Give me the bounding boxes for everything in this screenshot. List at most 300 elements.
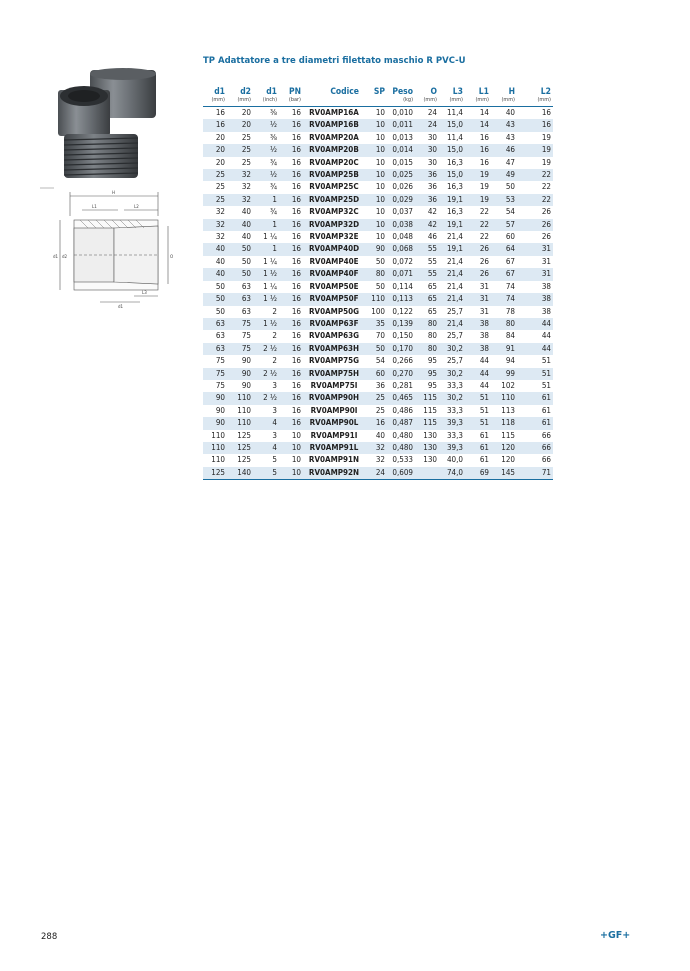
table-cell: 1 ½ [253, 293, 279, 305]
table-cell: 63 [241, 306, 251, 316]
table-cell: 54 [505, 207, 515, 217]
table-row [203, 219, 553, 231]
product-photo [50, 66, 162, 182]
table-cell: 26 [465, 243, 491, 255]
table-cell: 145 [491, 467, 517, 480]
table-cell: 130 [423, 455, 437, 465]
table-row [203, 355, 553, 367]
table-cell: 25,7 [446, 331, 463, 341]
table-cell: 50 [203, 293, 227, 305]
table-cell: 32 [215, 207, 225, 217]
table-cell: 95 [427, 380, 437, 390]
table-cell: 11,4 [446, 108, 463, 117]
table-cell: 61 [541, 405, 551, 415]
table-cell: 26 [541, 207, 551, 217]
table-row [203, 442, 553, 454]
table-cell: 22 [517, 169, 553, 181]
table-cell: 2 [272, 331, 277, 341]
table-cell: 10 [375, 108, 385, 117]
table-cell: 90 [365, 243, 387, 255]
table-cell: 51 [517, 368, 553, 380]
table-row [203, 132, 553, 144]
table-cell: 91 [491, 343, 517, 355]
table-cell: 75 [227, 343, 253, 355]
table-cell: 0,266 [392, 356, 413, 366]
table-row [203, 169, 553, 181]
table-cell: 118 [491, 417, 517, 429]
table-cell: 51 [541, 380, 551, 390]
table-cell: 0,139 [387, 318, 415, 330]
table-cell: 90 [227, 368, 253, 380]
table-cell: 16 [279, 268, 303, 280]
table-cell: 0,037 [392, 207, 413, 217]
column-header: H [508, 87, 515, 97]
table-cell: 0,465 [387, 392, 415, 404]
table-cell: 74,0 [439, 467, 465, 480]
table-cell: 3 [272, 405, 277, 415]
dim-label-d1: d1 [53, 254, 59, 259]
table-cell: 14 [479, 108, 489, 117]
product-code-cell: RV0AMP32D [303, 219, 365, 231]
product-code-cell: RV0AMP90I [310, 405, 358, 415]
table-cell: 10 [375, 207, 385, 217]
table-cell: 55 [427, 256, 437, 266]
table-cell: 125 [203, 467, 227, 480]
column-header: Peso [392, 87, 413, 97]
product-code-cell: RV0AMP91I [310, 430, 358, 440]
table-row [203, 343, 553, 355]
table-cell: 31 [517, 243, 553, 255]
table-cell: 10 [365, 144, 387, 156]
table-cell: 110 [211, 455, 225, 465]
table-cell: 16 [291, 232, 301, 242]
table-cell: 130 [423, 430, 437, 440]
table-row [203, 430, 553, 442]
table-cell: 75 [215, 356, 225, 366]
table-cell: 16 [291, 157, 301, 167]
dim-label-l1: L1 [92, 204, 97, 209]
table-cell: 15,0 [439, 119, 465, 131]
product-code-cell: RV0AMP40D [303, 243, 365, 255]
column-unit: (inch) [253, 97, 279, 107]
table-cell: 63 [227, 293, 253, 305]
table-cell: 63 [241, 281, 251, 291]
table-row [203, 119, 553, 131]
table-cell: 26 [479, 256, 489, 266]
table-cell: 35 [365, 318, 387, 330]
table-cell: 65 [427, 281, 437, 291]
table-cell: 0,071 [387, 268, 415, 280]
table-cell: 1 ¼ [263, 232, 277, 242]
table-cell: ⅜ [270, 132, 277, 142]
table-row [203, 318, 553, 330]
table-cell: 0,048 [392, 232, 413, 242]
product-code-cell: RV0AMP92N [303, 467, 365, 480]
table-cell: 42 [427, 207, 437, 217]
table-cell: 16 [291, 256, 301, 266]
table-cell: 30 [427, 132, 437, 142]
table-cell: 16 [279, 119, 303, 131]
table-row [203, 107, 553, 120]
table-cell: 51 [541, 356, 551, 366]
table-cell: 115 [415, 392, 439, 404]
table-cell: 100 [371, 306, 385, 316]
table-cell: 95 [415, 368, 439, 380]
column-header: d1 [266, 87, 277, 97]
column-header: L2 [540, 87, 551, 97]
table-cell: 26 [517, 219, 553, 231]
table-cell: 60 [365, 368, 387, 380]
table-cell: 51 [479, 405, 489, 415]
table-cell: 40 [505, 108, 515, 117]
dim-label-l2: L2 [134, 204, 139, 209]
table-cell: 90 [215, 405, 225, 415]
product-code-cell: RV0AMP91L [303, 442, 365, 454]
product-code-cell: RV0AMP75I [310, 380, 358, 390]
table-cell: 74 [505, 281, 515, 291]
table-cell: ¾ [270, 182, 277, 192]
table-cell: 11,4 [446, 132, 463, 142]
table-cell: 50 [505, 182, 515, 192]
table-cell: ¾ [270, 157, 277, 167]
table-cell: 43 [491, 119, 517, 131]
table-cell: 25 [365, 392, 387, 404]
table-row [203, 417, 553, 429]
table-cell: 1 ½ [253, 318, 279, 330]
page-title: TP Adattatore a tre diametri filettato maschio R PVC-U [203, 56, 466, 66]
table-cell: 31 [465, 293, 491, 305]
table-cell: 65 [415, 293, 439, 305]
table-cell: 2 ½ [253, 392, 279, 404]
table-cell: 21,4 [446, 232, 463, 242]
table-cell: 5 [253, 467, 279, 480]
table-cell: 24 [415, 119, 439, 131]
table-cell: 44 [541, 331, 551, 341]
table-cell: 16 [465, 144, 491, 156]
column-unit: (mm) [415, 97, 439, 107]
column-header: d1 [214, 87, 225, 97]
table-cell [415, 467, 439, 480]
table-cell: 64 [491, 243, 517, 255]
table-cell: 36 [415, 194, 439, 206]
table-cell: 19 [479, 182, 489, 192]
table-cell: 31 [479, 281, 489, 291]
product-code-cell: RV0AMP20B [303, 144, 365, 156]
table-row [203, 281, 553, 293]
column-unit: (mm) [203, 97, 227, 107]
table-cell: 54 [375, 356, 385, 366]
table-cell: 16 [203, 119, 227, 131]
table-cell: 38 [541, 281, 551, 291]
table-cell: 16 [291, 132, 301, 142]
table-cell: 90 [203, 392, 227, 404]
table-cell: 44 [517, 343, 553, 355]
table-cell: 50 [227, 268, 253, 280]
table-row [203, 157, 553, 169]
table-cell: 0,270 [387, 368, 415, 380]
product-code-cell: RV0AMP75G [308, 356, 360, 366]
table-cell: 25,7 [446, 356, 463, 366]
column-header: L1 [478, 87, 489, 97]
dim-label-l3: L3 [142, 290, 147, 295]
table-cell: 16 [279, 368, 303, 380]
table-cell: 2 ½ [253, 368, 279, 380]
table-cell: 130 [415, 442, 439, 454]
table-cell: 22 [479, 232, 489, 242]
table-cell: 25 [227, 144, 253, 156]
table-cell: 19 [541, 157, 551, 167]
table-cell: 19 [465, 169, 491, 181]
table-row [203, 330, 553, 342]
table-cell: ½ [253, 169, 279, 181]
table-cell: 50 [227, 243, 253, 255]
table-cell: 44 [465, 368, 491, 380]
dim-label-d2: d2 [62, 254, 68, 259]
table-cell: 0,038 [387, 219, 415, 231]
product-code-cell: RV0AMP40E [309, 256, 359, 266]
column-header: Codice [330, 87, 359, 97]
table-cell: 0,029 [387, 194, 415, 206]
table-cell: ¾ [270, 207, 277, 217]
table-cell: 71 [517, 467, 553, 480]
column-unit: (mm) [227, 97, 253, 107]
table-cell: 21,4 [439, 318, 465, 330]
table-cell: 61 [517, 392, 553, 404]
table-cell: 16 [279, 144, 303, 156]
table-row [203, 380, 553, 392]
table-row [203, 268, 553, 280]
table-row [203, 467, 553, 480]
table-cell: 3 [272, 430, 277, 440]
table-cell: 25 [203, 169, 227, 181]
table-cell: 46 [427, 232, 437, 242]
table-cell: 115 [501, 430, 515, 440]
product-code-cell: RV0AMP63G [308, 331, 360, 341]
table-cell: 21,4 [439, 268, 465, 280]
table-cell: 55 [415, 243, 439, 255]
table-cell: 44 [517, 318, 553, 330]
table-cell: 22 [517, 194, 553, 206]
table-cell: 113 [501, 405, 515, 415]
table-cell: 16 [279, 169, 303, 181]
table-cell: 0,025 [387, 169, 415, 181]
table-cell: 32 [215, 232, 225, 242]
table-cell: 16 [215, 108, 225, 117]
table-cell: 110 [203, 442, 227, 454]
column-header: PN [288, 87, 301, 97]
table-cell: 2 ½ [253, 343, 279, 355]
table-cell: 47 [505, 157, 515, 167]
product-code-cell: RV0AMP25D [303, 194, 365, 206]
table-cell: 16 [279, 343, 303, 355]
table-cell: 1 ¼ [263, 281, 277, 291]
table-cell: 4 [253, 442, 279, 454]
table-cell: 75 [241, 331, 251, 341]
table-cell: 40 [375, 430, 385, 440]
table-cell: 16 [291, 356, 301, 366]
product-code-cell: RV0AMP16B [303, 119, 365, 131]
table-cell: 16 [291, 380, 301, 390]
column-unit [365, 97, 387, 107]
table-cell: 25 [241, 157, 251, 167]
column-unit: (mm) [439, 97, 465, 107]
table-cell: 16 [291, 306, 301, 316]
product-code-cell: RV0AMP50F [303, 293, 365, 305]
table-cell: 0,480 [392, 430, 413, 440]
table-cell: 14 [465, 119, 491, 131]
table-cell: 38 [541, 306, 551, 316]
table-cell: 22 [479, 207, 489, 217]
table-cell: 32 [203, 219, 227, 231]
table-cell: 1 ½ [253, 268, 279, 280]
table-cell: 80 [491, 318, 517, 330]
table-cell: 3 [272, 380, 277, 390]
table-cell: 49 [491, 169, 517, 181]
table-row [203, 405, 553, 417]
table-cell: 0,170 [387, 343, 415, 355]
table-cell: 16 [517, 119, 553, 131]
table-cell: 78 [505, 306, 515, 316]
table-cell: 120 [491, 442, 517, 454]
table-cell: 69 [465, 467, 491, 480]
column-unit: (mm) [465, 97, 491, 107]
table-cell: 19 [517, 144, 553, 156]
table-cell: 80 [427, 331, 437, 341]
page-number: 288 [41, 932, 58, 942]
table-cell: 16 [365, 417, 387, 429]
table-cell: 38 [517, 293, 553, 305]
table-cell: 115 [415, 417, 439, 429]
table-cell: 36 [415, 169, 439, 181]
table-cell: 50 [215, 281, 225, 291]
table-cell: 32 [227, 169, 253, 181]
table-cell: 80 [365, 268, 387, 280]
table-cell: 39,3 [439, 417, 465, 429]
table-row [203, 454, 553, 466]
table-cell: 40 [215, 256, 225, 266]
table-cell: 10 [365, 194, 387, 206]
table-cell: 61 [517, 417, 553, 429]
table-cell: 20 [215, 132, 225, 142]
table-cell: 110 [365, 293, 387, 305]
table-cell: 16 [279, 293, 303, 305]
table-cell: 15,0 [439, 144, 465, 156]
table-cell: 20 [203, 144, 227, 156]
table-cell: 5 [272, 455, 277, 465]
table-cell: 0,609 [387, 467, 415, 480]
table-cell: 55 [415, 268, 439, 280]
table-cell: 16 [291, 108, 301, 117]
table-cell: 140 [227, 467, 253, 480]
table-cell: 50 [375, 281, 385, 291]
table-cell: 26 [465, 268, 491, 280]
table-cell: 16,3 [446, 182, 463, 192]
table-cell: 0,487 [387, 417, 415, 429]
table-cell: 10 [291, 430, 301, 440]
table-cell: 4 [253, 417, 279, 429]
table-cell: 65 [427, 306, 437, 316]
table-cell: 63 [215, 331, 225, 341]
table-cell: 40 [227, 219, 253, 231]
table-cell: 75 [215, 380, 225, 390]
table-cell: 0,072 [392, 256, 413, 266]
table-cell: 51 [465, 417, 491, 429]
product-code-cell: RV0AMP25C [309, 182, 359, 192]
table-cell: 10 [375, 182, 385, 192]
table-cell: 110 [211, 430, 225, 440]
table-cell: 95 [427, 356, 437, 366]
table-cell: 110 [491, 392, 517, 404]
table-cell: 16 [279, 219, 303, 231]
table-cell: 125 [227, 442, 253, 454]
table-cell: 50 [215, 306, 225, 316]
table-cell: 31 [517, 268, 553, 280]
table-cell: 94 [505, 356, 515, 366]
table-cell: 38 [479, 331, 489, 341]
table-cell: 25 [203, 194, 227, 206]
table-cell: 90 [203, 417, 227, 429]
table-cell: 30,2 [439, 343, 465, 355]
table-cell: 16 [291, 331, 301, 341]
table-cell: 25,7 [446, 306, 463, 316]
table-cell: 10 [365, 169, 387, 181]
column-unit: (mm) [517, 97, 553, 107]
table-cell: 63 [203, 318, 227, 330]
table-row [203, 256, 553, 268]
table-cell: 10 [365, 219, 387, 231]
table-cell: 16,3 [446, 157, 463, 167]
table-cell: 60 [505, 232, 515, 242]
table-cell: 0,011 [387, 119, 415, 131]
table-cell: 66 [541, 430, 551, 440]
table-cell: 30,2 [439, 392, 465, 404]
table-cell: 15,0 [439, 169, 465, 181]
table-cell: 25 [241, 132, 251, 142]
table-row [203, 194, 553, 206]
table-cell: 115 [423, 405, 437, 415]
table-cell: 1 ¼ [263, 256, 277, 266]
product-code-cell: RV0AMP90H [303, 392, 365, 404]
table-cell: 16 [541, 108, 551, 117]
table-cell: 22 [465, 219, 491, 231]
table-cell: 0,010 [392, 108, 413, 117]
table-cell: 70 [375, 331, 385, 341]
table-cell: 10 [279, 467, 303, 480]
table-cell: 10 [375, 232, 385, 242]
column-header: O [430, 87, 437, 97]
table-cell: 30 [415, 144, 439, 156]
table-cell: 51 [465, 392, 491, 404]
table-cell: 21,4 [446, 256, 463, 266]
table-cell: 31 [479, 306, 489, 316]
product-code-cell: RV0AMP25B [303, 169, 365, 181]
table-cell: 1 [253, 243, 279, 255]
table-cell: 0,114 [392, 281, 413, 291]
table-cell: 90 [241, 356, 251, 366]
table-cell: 19 [541, 132, 551, 142]
table-cell: 16 [279, 243, 303, 255]
table-cell: 16 [479, 132, 489, 142]
column-unit: (mm) [491, 97, 517, 107]
table-cell: 32 [227, 194, 253, 206]
table-cell: ⅜ [270, 108, 277, 117]
table-cell: 42 [415, 219, 439, 231]
table-row [203, 181, 553, 193]
table-row [203, 368, 553, 380]
table-cell: 36 [427, 182, 437, 192]
table-cell: 30,2 [439, 368, 465, 380]
table-cell: 44 [479, 356, 489, 366]
